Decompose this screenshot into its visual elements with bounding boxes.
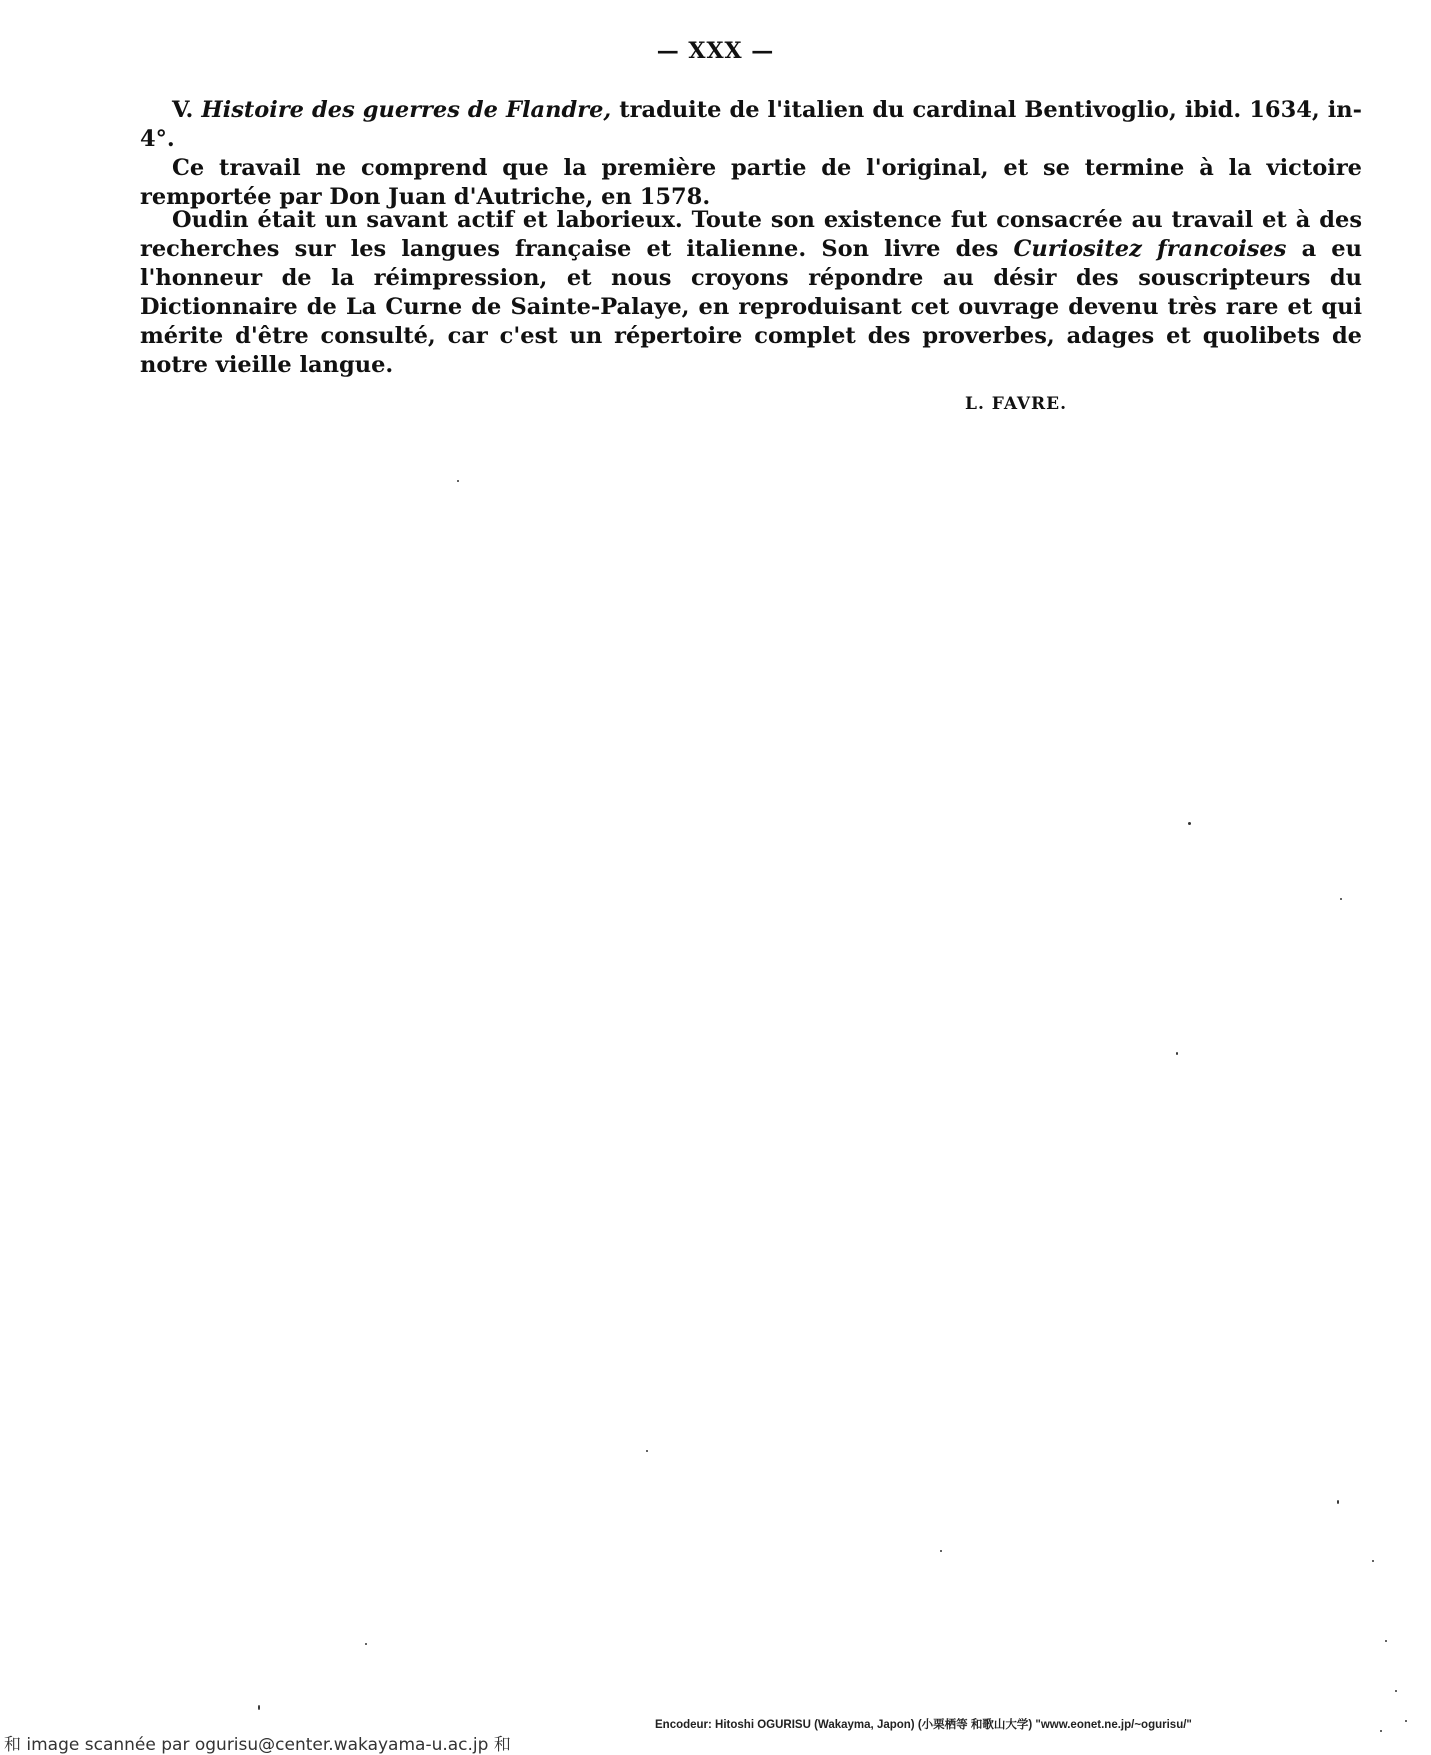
main-paragraph-text [140, 206, 1362, 380]
scan-speck [940, 1550, 942, 1552]
entry-v-line [140, 96, 1362, 154]
author-signature: L. FAVRE. [965, 394, 1068, 414]
scan-speck [1380, 1730, 1382, 1732]
scan-speck [1188, 822, 1191, 825]
scan-speck [258, 1705, 260, 1710]
scan-speck [457, 480, 459, 482]
scan-speck [365, 1643, 367, 1645]
scan-speck [1176, 1052, 1178, 1055]
scan-speck [1340, 898, 1342, 900]
page-number: — XXX — [656, 38, 775, 64]
scan-speck [1372, 1560, 1374, 1562]
scan-speck [646, 1450, 648, 1452]
paragraph-part-1: Oudin était un savant actif et laborieux. Toute son existence fut consacrée au travail et à des recherches sur les langues française et italienne. Son livre des [140, 207, 1362, 262]
entry-v-label: V. [172, 97, 194, 123]
entry-v-note: Ce travail ne comprend que la première partie de l'original, et se termine à la victoire remportée par Don Juan d'Autriche, en 1578. [140, 155, 1362, 210]
entry-v-title: Histoire des guerres de Flandre, [201, 97, 612, 123]
scan-speck [1337, 1500, 1339, 1504]
paragraph-part-2: a eu l'honneur de la réimpression, et nous croyons répondre au désir des souscripteurs du Dictionnaire de La Curne de Sainte-Palaye, en reproduisant cet ouvrage devenu très rare et qui mérite d'être consulté, car c'est un répertoire complet des proverbes, adages et quolibets de notre vieille langue. [140, 236, 1362, 378]
scan-credit: 和 image scannée par ogurisu@center.wakayama-u.ac.jp 和 [4, 1735, 511, 1755]
scan-speck [1395, 1690, 1397, 1692]
entry-v-rest: traduite de l'italien du cardinal Bentivoglio, ibid. 1634, in-4°. [140, 97, 1362, 152]
main-paragraph [140, 206, 1362, 380]
scan-speck [1385, 1640, 1387, 1642]
paragraph-book-title: Curiositez francoises [1013, 236, 1287, 262]
scan-speck [1405, 1720, 1407, 1722]
encoder-credit: Encodeur: Hitoshi OGURISU (Wakayma, Japon) (小栗栖等 和歌山大学) "www.eonet.ne.jp/~ogurisu/" [655, 1719, 1192, 1731]
entry-v [140, 96, 1362, 212]
